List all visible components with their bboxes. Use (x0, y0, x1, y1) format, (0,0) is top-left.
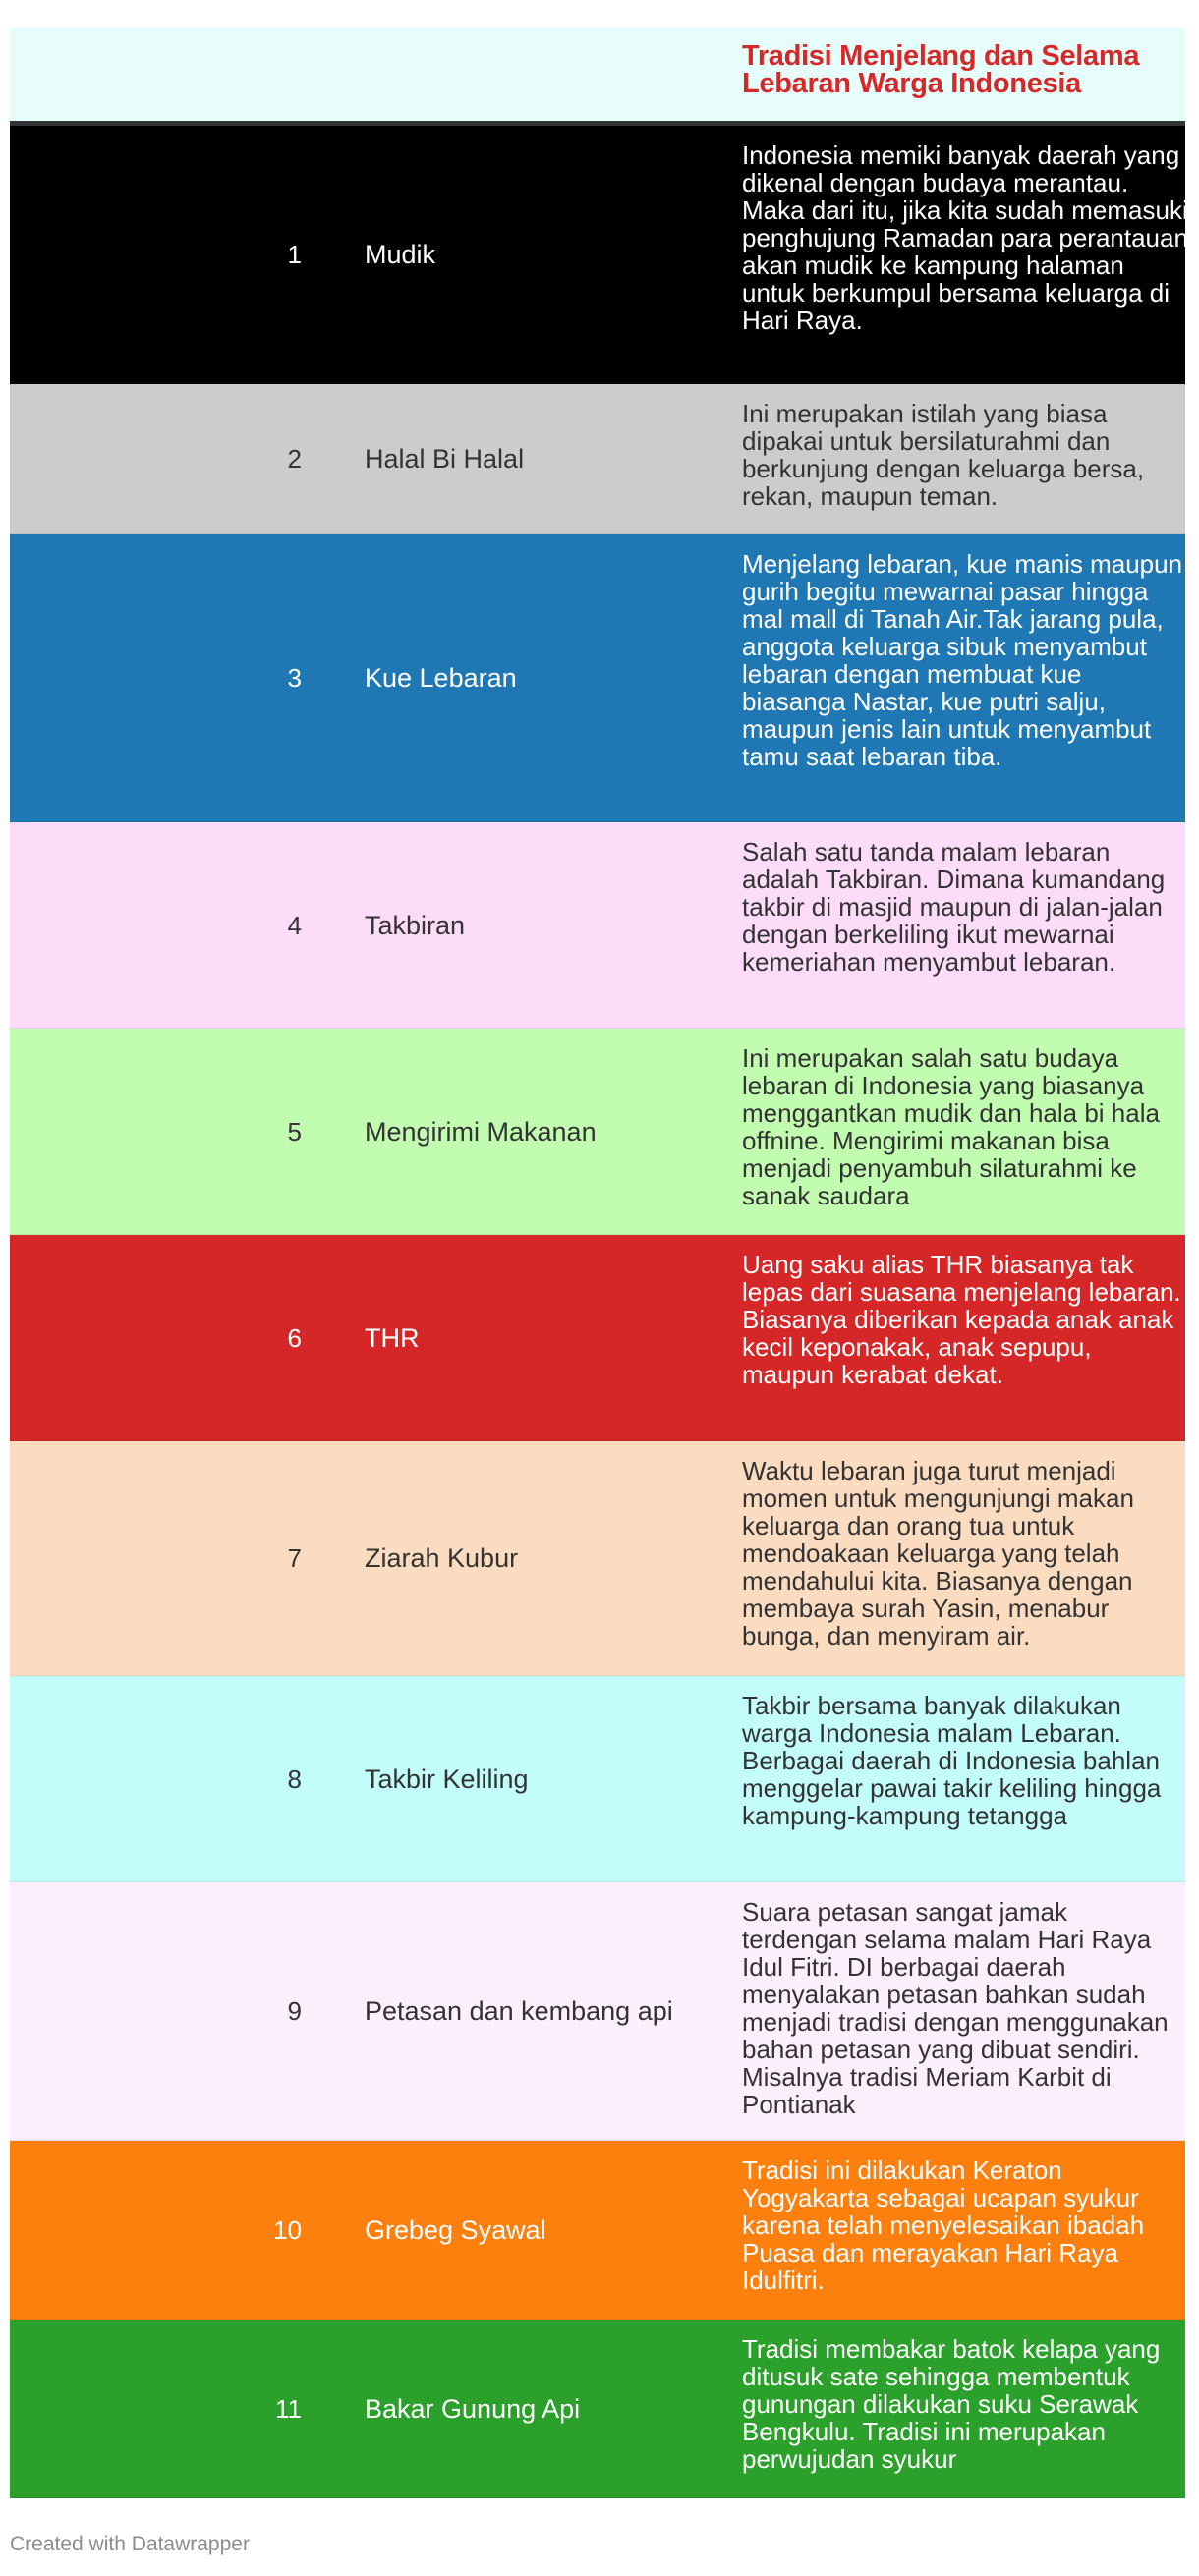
tradition-description: Indonesia memiki banyak daerah yang dikenal dengan budaya merantau. Maka dari itu, jika kita sudah memasuki penghujung Ramadan para perantauan akan mudik ke kampung halaman untuk berkumpul bersama keluarga di Hari Raya. (742, 140, 1188, 335)
datawrapper-credit[interactable]: Created with Datawrapper (10, 2533, 250, 2555)
row-number: 5 (287, 1116, 302, 1147)
table-row (10, 1676, 1185, 1882)
tradition-name: Petasan dan kembang api (365, 1996, 673, 2026)
row-number: 10 (273, 2214, 302, 2245)
row-number: 4 (287, 910, 302, 940)
table-row (10, 1029, 1185, 1235)
tradition-name: Ziarah Kubur (365, 1543, 519, 1573)
table-title: Tradisi Menjelang dan Selama Lebaran Warga Indonesia (742, 40, 1140, 99)
row-number: 3 (287, 663, 302, 693)
tradition-description: Suara petasan sangat jamak terdengan selama malam Hari Raya Idul Fitri. DI berbagai daerah menyalakan petasan bahkan sudah menjadi tradisi dengan menggunakan bahan petasan yang dibuat sendiri. Misalnya tradisi Meriam Karbit di Pontianak (742, 1897, 1169, 2119)
tradition-name: Mengirimi Makanan (365, 1116, 597, 1147)
lebaran-traditions-table (10, 28, 1188, 2498)
table-row (10, 2320, 1185, 2498)
tradition-description: Menjelang lebaran, kue manis maupun gurih begitu mewarnai pasar hingga mal mall di Tanah Air.Tak jarang pula, anggota keluarga sibuk menyambut lebaran dengan membuat kue biasanga Nastar, kue putri salju, maupun jenis lain untuk menyambut tamu saat lebaran tiba. (742, 549, 1183, 771)
tradition-description: Ini merupakan istilah yang biasa dipakai untuk bersilaturahmi dan berkunjung dengan keluarga bersa, rekan, maupun teman. (742, 399, 1145, 511)
tradition-name: Halal Bi Halal (365, 444, 525, 474)
row-number: 9 (287, 1996, 302, 2026)
tradition-name: Mudik (365, 240, 436, 269)
table-row (10, 822, 1185, 1029)
table-row (10, 1441, 1185, 1676)
tradition-description: Salah satu tanda malam lebaran adalah Takbiran. Dimana kumandang takbir di masjid maupun di jalan-jalan dengan berkeliling ikut mewarnai kemeriahan menyambut lebaran. (742, 837, 1166, 977)
tradition-description: Uang saku alias THR biasanya tak lepas dari suasana menjelang lebaran. Biasanya diberikan kepada anak anak kecil keponakak, anak sepupu, maupun kerabat dekat. (742, 1250, 1181, 1389)
table-row (10, 2141, 1185, 2320)
table-row (10, 1882, 1185, 2141)
tradition-name: Bakar Gunung Api (365, 2393, 581, 2424)
table-row (10, 384, 1185, 534)
table-row (10, 126, 1188, 384)
tradition-name: Takbir Keliling (365, 1764, 529, 1794)
tradition-description: Tradisi ini dilakukan Keraton Yogyakarta sebagai ucapan syukur karena telah menyelesaikan ibadah Puasa dan merayakan Hari Raya Idulfitri. (742, 2156, 1145, 2295)
tradition-description: Takbir bersama banyak dilakukan warga Indonesia malam Lebaran. Berbagai daerah di Indonesia bahlan menggelar pawai takir keliling hingga kampung-kampung tetangga (742, 1691, 1162, 1830)
table-body (10, 126, 1188, 2498)
tradition-name: Takbiran (365, 910, 466, 940)
row-number: 2 (287, 444, 302, 474)
tradition-description: Waktu lebaran juga turut menjadi momen untuk mengunjungi makan keluarga dan orang tua untuk mendoakaan keluarga yang telah mendahului kita. Biasanya dengan membaya surah Yasin, menabur bunga, dan menyiram air. (742, 1456, 1134, 1651)
table-row (10, 534, 1185, 822)
row-number: 11 (275, 2393, 302, 2424)
tradition-description: Ini merupakan salah satu budaya lebaran di Indonesia yang biasanya menggantkan mudik dan hala bi hala offnine. Mengirimi makanan bisa menjadi penyambuh silaturahmi ke sanak saudara (742, 1043, 1160, 1210)
row-number: 7 (287, 1543, 302, 1573)
row-number: 8 (287, 1764, 302, 1794)
tradition-name: Kue Lebaran (365, 663, 517, 693)
table-header (10, 28, 1185, 126)
table-row (10, 1235, 1185, 1441)
row-number: 6 (287, 1322, 302, 1353)
tradition-name: THR (365, 1322, 420, 1353)
tradition-name: Grebeg Syawal (365, 2214, 546, 2245)
row-number: 1 (287, 240, 302, 269)
tradition-description: Tradisi membakar batok kelapa yang ditusuk sate sehingga membentuk gunungan dilakukan suku Serawak Bengkulu. Tradisi ini merupakan perwujudan syukur (742, 2334, 1161, 2474)
